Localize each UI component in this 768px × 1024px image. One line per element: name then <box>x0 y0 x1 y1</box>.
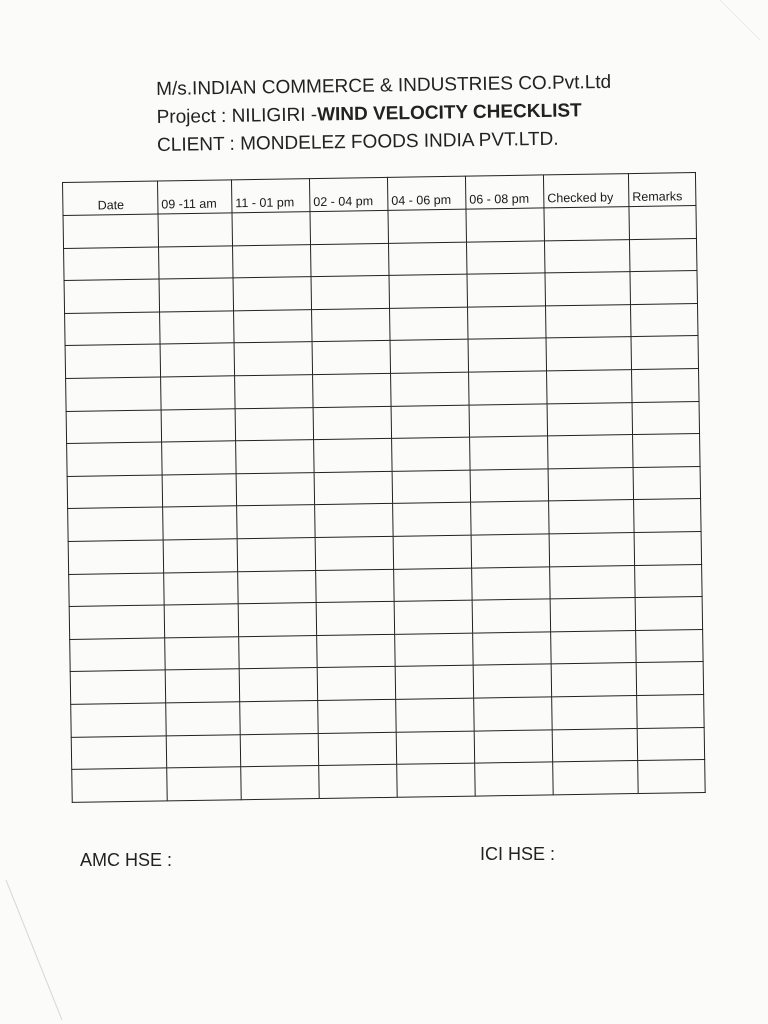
cell-02-04pm[interactable] <box>314 439 393 473</box>
cell-date[interactable] <box>69 605 165 639</box>
cell-checked-by[interactable] <box>547 402 633 436</box>
cell-04-06pm[interactable] <box>392 470 471 504</box>
cell-date[interactable] <box>64 247 160 281</box>
cell-04-06pm[interactable] <box>395 665 474 699</box>
column-header-06-08pm: 06 - 08 pm <box>465 175 544 209</box>
cell-09-11am[interactable] <box>161 408 236 442</box>
cell-checked-by[interactable] <box>549 500 635 534</box>
ici-hse-label: ICI HSE : <box>480 844 556 864</box>
cell-04-06pm[interactable] <box>395 633 474 667</box>
cell-remarks[interactable] <box>634 499 702 533</box>
cell-02-04pm[interactable] <box>319 764 398 798</box>
column-header-11-01pm: 11 - 01 pm <box>231 179 310 213</box>
cell-06-08pm[interactable] <box>474 697 553 731</box>
cell-remarks[interactable] <box>636 629 704 663</box>
cell-09-11am[interactable] <box>164 604 239 638</box>
cell-date[interactable] <box>71 703 167 737</box>
cell-date[interactable] <box>70 670 166 704</box>
cell-02-04pm[interactable] <box>317 634 396 668</box>
cell-checked-by[interactable] <box>553 761 639 795</box>
company-name: M/s.INDIAN COMMERCE & INDUSTRIES CO.Pvt.Ltd <box>156 71 612 100</box>
cell-02-04pm[interactable] <box>312 308 391 342</box>
cell-checked-by[interactable] <box>551 663 637 697</box>
cell-04-06pm[interactable] <box>388 209 467 243</box>
cell-date[interactable] <box>70 638 166 672</box>
column-header-date: Date <box>63 181 159 215</box>
cell-11-01pm[interactable] <box>238 603 317 637</box>
cell-09-11am[interactable] <box>164 571 239 605</box>
cell-checked-by[interactable] <box>548 467 634 501</box>
cell-date[interactable] <box>67 442 163 476</box>
cell-checked-by[interactable] <box>545 272 631 306</box>
cell-remarks[interactable] <box>637 694 705 728</box>
column-header-remarks: Remarks <box>628 173 696 207</box>
cell-remarks[interactable] <box>629 206 697 240</box>
cell-11-01pm[interactable] <box>235 407 314 441</box>
wind-velocity-table <box>62 172 706 803</box>
cell-09-11am[interactable] <box>159 245 234 279</box>
cell-09-11am[interactable] <box>167 767 242 801</box>
cell-04-06pm[interactable] <box>391 372 470 406</box>
client-line: CLIENT : MONDELEZ FOODS INDIA PVT.LTD. <box>156 128 559 156</box>
cell-02-04pm[interactable] <box>318 699 397 733</box>
cell-remarks[interactable] <box>629 238 697 272</box>
cell-checked-by[interactable] <box>548 435 634 469</box>
cell-02-04pm[interactable] <box>315 536 394 570</box>
cell-04-06pm[interactable] <box>390 340 469 374</box>
cell-checked-by[interactable] <box>544 239 630 273</box>
cell-11-01pm[interactable] <box>237 505 316 539</box>
cell-09-11am[interactable] <box>163 506 238 540</box>
cell-09-11am[interactable] <box>158 213 233 247</box>
column-header-checked-by: Checked by <box>543 174 629 208</box>
cell-04-06pm[interactable] <box>397 763 476 797</box>
cell-date[interactable] <box>65 344 161 378</box>
cell-04-06pm[interactable] <box>396 698 475 732</box>
cell-06-08pm[interactable] <box>471 501 550 535</box>
document-header <box>156 69 612 160</box>
cell-06-08pm[interactable] <box>471 534 550 568</box>
column-header-09-11am: 09 -11 am <box>157 180 232 214</box>
cell-date[interactable] <box>66 377 162 411</box>
cell-04-06pm[interactable] <box>389 274 468 308</box>
cell-04-06pm[interactable] <box>392 437 471 471</box>
cell-11-01pm[interactable] <box>236 440 315 474</box>
cell-09-11am[interactable] <box>165 636 240 670</box>
cell-06-08pm[interactable] <box>468 338 547 372</box>
project-title: WIND VELOCITY CHECKLIST <box>316 100 582 126</box>
cell-06-08pm[interactable] <box>470 436 549 470</box>
cell-11-01pm[interactable] <box>238 570 317 604</box>
cell-11-01pm[interactable] <box>239 635 318 669</box>
cell-06-08pm[interactable] <box>466 241 545 275</box>
cell-date[interactable] <box>63 214 159 248</box>
cell-04-06pm[interactable] <box>390 307 469 341</box>
cell-04-06pm[interactable] <box>388 242 467 276</box>
cell-remarks[interactable] <box>630 271 698 305</box>
cell-02-04pm[interactable] <box>313 406 392 440</box>
cell-02-04pm[interactable] <box>310 210 389 244</box>
cell-remarks[interactable] <box>630 303 698 337</box>
cell-date[interactable] <box>72 768 168 802</box>
cell-remarks[interactable] <box>638 760 706 794</box>
cell-checked-by[interactable] <box>546 337 632 371</box>
column-header-02-04pm: 02 - 04 pm <box>309 177 388 211</box>
cell-06-08pm[interactable] <box>473 664 552 698</box>
cell-remarks[interactable] <box>632 368 700 402</box>
cell-09-11am[interactable] <box>161 376 236 410</box>
column-header-04-06pm: 04 - 06 pm <box>387 176 466 210</box>
cell-06-08pm[interactable] <box>467 273 546 307</box>
cell-06-08pm[interactable] <box>474 729 553 763</box>
cell-date[interactable] <box>64 279 160 313</box>
cell-date[interactable] <box>68 507 164 541</box>
cell-date[interactable] <box>68 540 164 574</box>
cell-06-08pm[interactable] <box>466 208 545 242</box>
cell-09-11am[interactable] <box>162 441 237 475</box>
cell-11-01pm[interactable] <box>233 277 312 311</box>
cell-06-08pm[interactable] <box>472 599 551 633</box>
cell-11-01pm[interactable] <box>234 342 313 376</box>
cell-02-04pm[interactable] <box>317 667 396 701</box>
cell-checked-by[interactable] <box>547 370 633 404</box>
cell-02-04pm[interactable] <box>318 732 397 766</box>
cell-remarks[interactable] <box>633 434 701 468</box>
cell-date[interactable] <box>71 735 167 769</box>
cell-checked-by[interactable] <box>544 207 630 241</box>
cell-checked-by[interactable] <box>549 532 635 566</box>
cell-02-04pm[interactable] <box>316 601 395 635</box>
cell-04-06pm[interactable] <box>394 600 473 634</box>
cell-checked-by[interactable] <box>550 598 636 632</box>
cell-remarks[interactable] <box>635 564 703 598</box>
checklist-table-wrap <box>62 172 706 803</box>
cell-remarks[interactable] <box>631 336 699 370</box>
project-prefix: Project : NILIGIRI - <box>156 104 318 128</box>
cell-06-08pm[interactable] <box>472 566 551 600</box>
cell-09-11am[interactable] <box>160 343 235 377</box>
cell-11-01pm[interactable] <box>240 733 319 767</box>
cell-11-01pm[interactable] <box>233 244 312 278</box>
cell-09-11am[interactable] <box>166 734 241 768</box>
cell-11-01pm[interactable] <box>235 375 314 409</box>
cell-date[interactable] <box>66 410 162 444</box>
cell-remarks[interactable] <box>634 531 702 565</box>
cell-02-04pm[interactable] <box>312 341 391 375</box>
cell-11-01pm[interactable] <box>234 309 313 343</box>
amc-hse-label: AMC HSE : <box>80 850 173 870</box>
cell-remarks[interactable] <box>633 466 701 500</box>
cell-04-06pm[interactable] <box>396 731 475 765</box>
cell-02-04pm[interactable] <box>313 373 392 407</box>
cell-checked-by[interactable] <box>546 304 632 338</box>
cell-09-11am[interactable] <box>162 474 237 508</box>
cell-11-01pm[interactable] <box>236 472 315 506</box>
cell-remarks[interactable] <box>636 662 704 696</box>
table-body <box>63 206 705 803</box>
cell-04-06pm[interactable] <box>393 502 472 536</box>
cell-09-11am[interactable] <box>163 539 238 573</box>
cell-date[interactable] <box>69 572 165 606</box>
cell-04-06pm[interactable] <box>393 535 472 569</box>
cell-checked-by[interactable] <box>552 695 638 729</box>
cell-remarks[interactable] <box>637 727 705 761</box>
cell-date[interactable] <box>65 312 161 346</box>
cell-checked-by[interactable] <box>551 630 637 664</box>
cell-04-06pm[interactable] <box>394 568 473 602</box>
cell-09-11am[interactable] <box>166 702 241 736</box>
cell-02-04pm[interactable] <box>311 243 390 277</box>
cell-11-01pm[interactable] <box>237 538 316 572</box>
cell-11-01pm[interactable] <box>240 700 319 734</box>
cell-checked-by[interactable] <box>550 565 636 599</box>
cell-06-08pm[interactable] <box>470 469 549 503</box>
cell-date[interactable] <box>67 475 163 509</box>
cell-09-11am[interactable] <box>159 278 234 312</box>
cell-checked-by[interactable] <box>552 728 638 762</box>
cell-06-08pm[interactable] <box>469 371 548 405</box>
cell-11-01pm[interactable] <box>239 668 318 702</box>
cell-remarks[interactable] <box>632 401 700 435</box>
cell-09-11am[interactable] <box>160 311 235 345</box>
cell-11-01pm[interactable] <box>241 766 320 800</box>
cell-11-01pm[interactable] <box>232 212 311 246</box>
cell-06-08pm[interactable] <box>469 403 548 437</box>
cell-06-08pm[interactable] <box>468 306 547 340</box>
cell-02-04pm[interactable] <box>311 276 390 310</box>
cell-06-08pm[interactable] <box>473 632 552 666</box>
cell-02-04pm[interactable] <box>316 569 395 603</box>
cell-02-04pm[interactable] <box>314 471 393 505</box>
cell-04-06pm[interactable] <box>391 405 470 439</box>
cell-06-08pm[interactable] <box>475 762 554 796</box>
cell-remarks[interactable] <box>635 597 703 631</box>
cell-02-04pm[interactable] <box>315 504 394 538</box>
cell-09-11am[interactable] <box>165 669 240 703</box>
